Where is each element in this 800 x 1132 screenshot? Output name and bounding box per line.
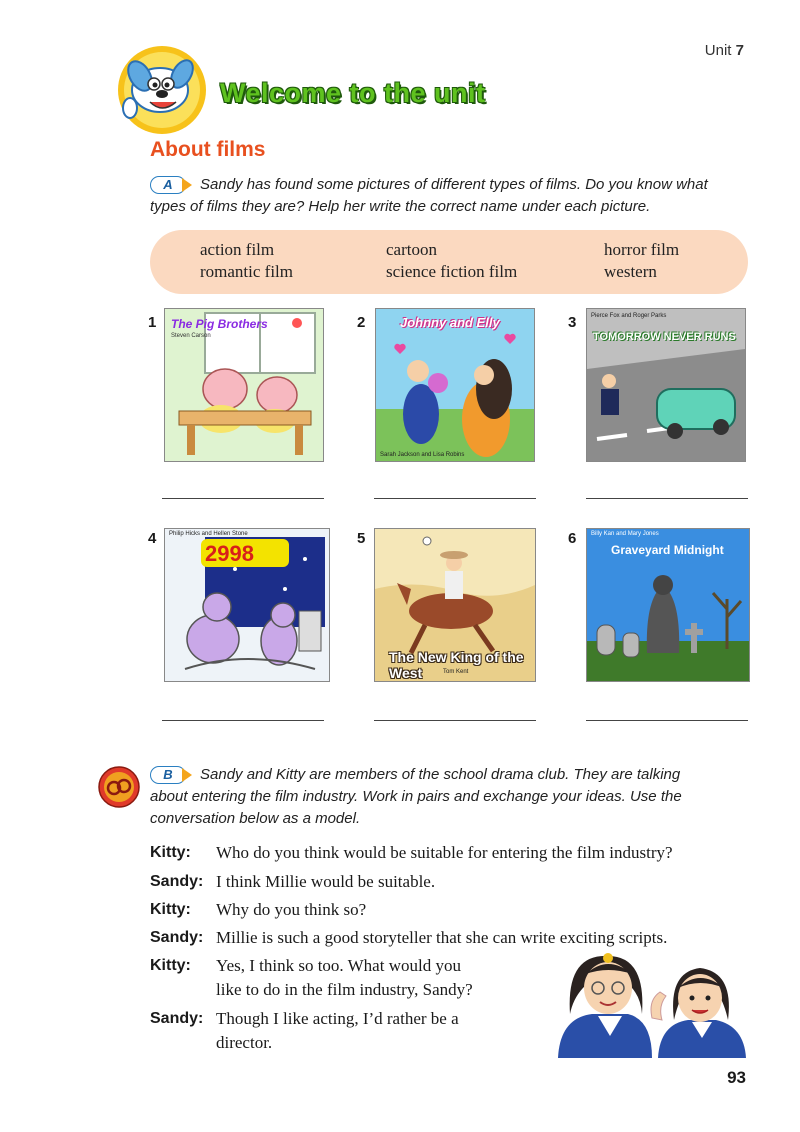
picture-number: 3: [568, 314, 577, 331]
poster-credits: Philip Hicks and Hellen Stone: [169, 531, 248, 537]
dialogue-line: Who do you think would be suitable for entering the film industry?: [216, 843, 673, 862]
picture-number: 2: [357, 314, 366, 331]
answer-blank[interactable]: [374, 498, 536, 499]
part-b-badge-letter: B: [150, 766, 186, 784]
dialogue-line: Millie is such a good storyteller that she can write exciting scripts.: [216, 928, 668, 947]
pair-work-icon: [98, 766, 140, 808]
answer-blank[interactable]: [162, 720, 324, 721]
poster-title: 2998: [205, 541, 254, 566]
word-bank-item: action film: [200, 240, 275, 259]
part-a-instruction: [150, 174, 750, 218]
unit-prefix: Unit: [704, 42, 732, 59]
part-a-badge: [150, 176, 192, 194]
part-b-badge: [150, 766, 192, 784]
part-b-instruction: [150, 764, 750, 830]
picture-4-science-fiction: [164, 528, 330, 682]
dialogue-line-continued: director.: [216, 1033, 273, 1052]
word-bank-item: cartoon: [386, 240, 437, 259]
word-bank-item: romantic film: [200, 262, 294, 281]
dialogue-speaker: Kitty:: [150, 957, 191, 974]
answer-blank[interactable]: [586, 720, 748, 721]
part-a-instruction-line-1: Sandy has found some pictures of different types of films. Do you know what: [200, 176, 708, 193]
dialogue-speaker: Kitty:: [150, 901, 191, 918]
poster-title: TOMORROW NEVER RUNS: [593, 331, 736, 343]
picture-5-western: [374, 528, 536, 682]
unit-label: [705, 42, 744, 59]
poster-title: The Pig Brothers: [171, 317, 268, 331]
part-a-instruction-line-2: types of films they are? Help her write the correct name under each picture.: [150, 198, 651, 215]
answer-blank[interactable]: [162, 498, 324, 499]
part-b-instruction-line-1: Sandy and Kitty are members of the school drama club. They are talking: [200, 766, 681, 783]
poster-credits: Pierce Fox and Roger Parks: [591, 313, 667, 319]
part-b-instruction-line-3: conversation below as a model.: [150, 810, 361, 827]
play-arrow-icon: [182, 178, 192, 192]
poster-credits: Tom Kent: [443, 669, 469, 675]
answer-blank[interactable]: [374, 720, 536, 721]
poster-credits: Billy Kan and Mary Jones: [591, 531, 659, 537]
word-bank-item: horror film: [604, 240, 680, 259]
dialogue-line: Yes, I think so too. What would you: [216, 956, 461, 975]
word-bank-item: science fiction film: [386, 262, 518, 281]
two-students-illustration: [548, 944, 750, 1058]
unit-number: 7: [735, 42, 744, 59]
poster-title: The New King of the West: [389, 649, 524, 681]
dialogue-line: I think Millie would be suitable.: [216, 872, 436, 891]
word-bank-item: western: [604, 262, 657, 281]
part-a-badge-letter: A: [150, 176, 186, 194]
picture-number: 5: [357, 530, 366, 547]
page-number: 93: [727, 1068, 746, 1087]
dog-mascot-icon: [116, 44, 208, 136]
picture-number: 6: [568, 530, 577, 547]
picture-1-cartoon: [164, 308, 324, 462]
part-b-instruction-line-2: about entering the film industry. Work in pairs and exchange your ideas. Use the: [150, 788, 682, 805]
welcome-title: Welcome to the unit: [220, 78, 486, 108]
play-arrow-icon: [182, 768, 192, 782]
picture-3-action: [586, 308, 746, 462]
answer-blank[interactable]: [586, 498, 748, 499]
dialogue-speaker: Sandy:: [150, 873, 204, 890]
section-title: About films: [150, 138, 266, 161]
poster-credits: Steven Carson: [171, 333, 211, 339]
dialogue-line: Though I like acting, I’d rather be a: [216, 1009, 459, 1028]
dialogue-line: Why do you think so?: [216, 900, 367, 919]
dialogue-speaker: Sandy:: [150, 1010, 204, 1027]
picture-6-horror: [586, 528, 750, 682]
dialogue-line-continued: like to do in the film industry, Sandy?: [216, 980, 473, 999]
picture-number: 4: [148, 530, 157, 547]
picture-2-romance: [375, 308, 535, 462]
dialogue-speaker: Sandy:: [150, 929, 204, 946]
dialogue-speaker: Kitty:: [150, 844, 191, 861]
poster-title: Graveyard Midnight: [611, 543, 724, 557]
poster-title: Johnny and Elly: [400, 315, 500, 330]
picture-number: 1: [148, 314, 157, 331]
poster-credits: Sarah Jackson and Lisa Robins: [380, 452, 465, 458]
